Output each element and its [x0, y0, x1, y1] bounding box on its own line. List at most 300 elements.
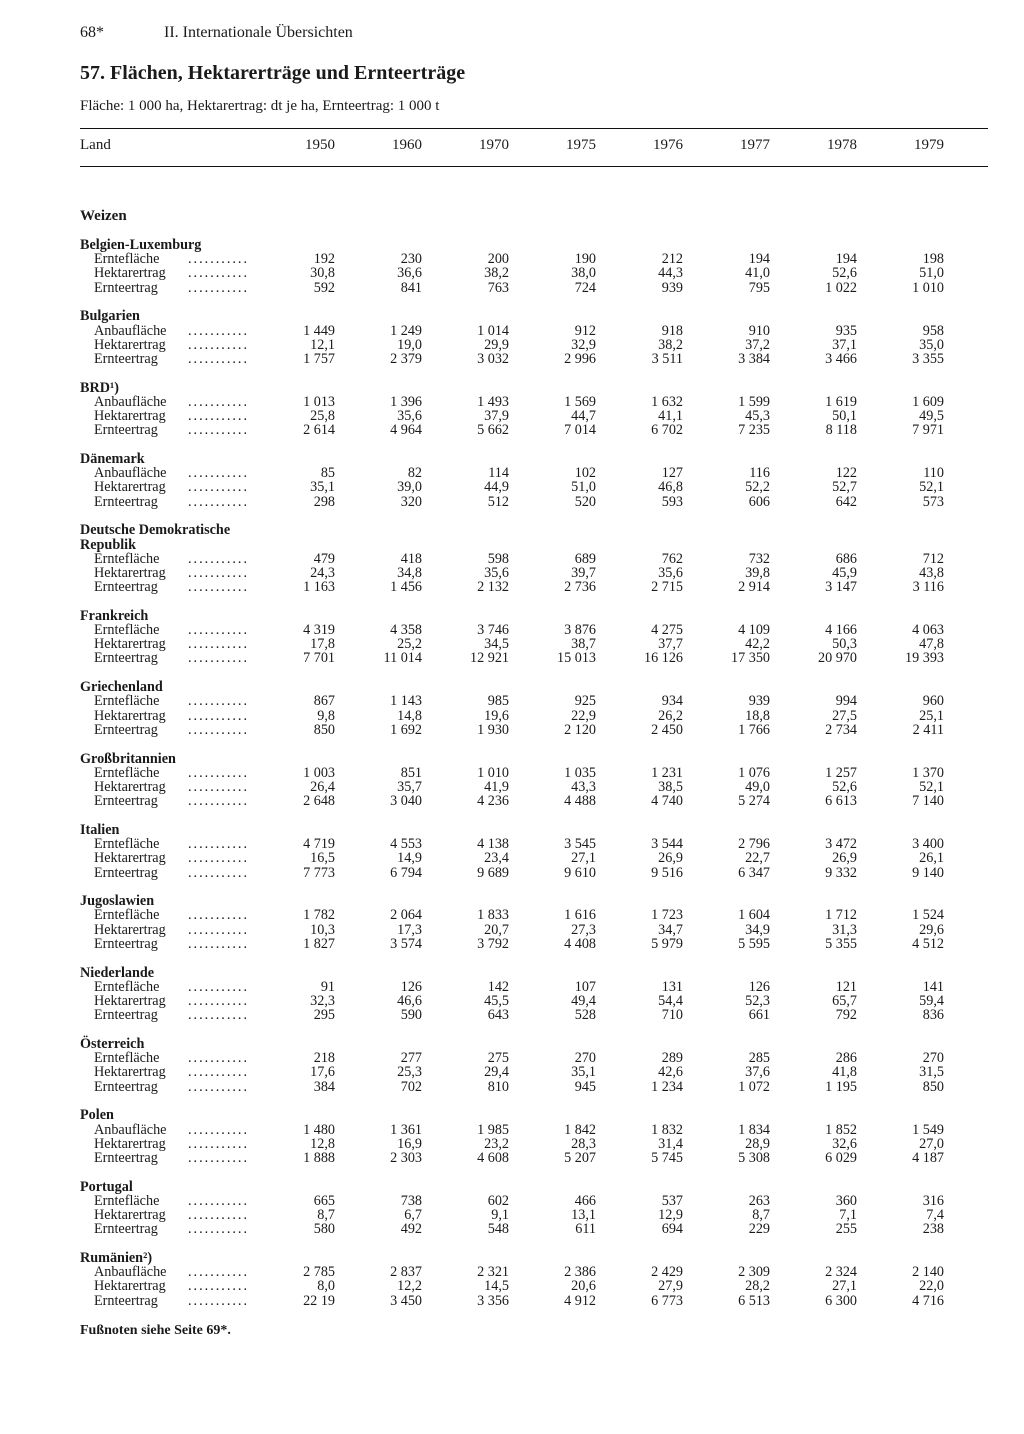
- table-cell: 35,0: [919, 336, 944, 353]
- table-cell: 643: [487, 1007, 509, 1024]
- table-row: [80, 324, 988, 338]
- table-cell: 35,1: [310, 479, 335, 496]
- table-cell: 1 833: [477, 907, 509, 924]
- leader-dots: ...........: [188, 1221, 250, 1238]
- table-cell: 46,8: [658, 479, 683, 496]
- table-cell: 141: [922, 978, 944, 995]
- table-cell: 3 792: [477, 935, 509, 952]
- table-row: [80, 338, 988, 352]
- table-cell: 277: [400, 1050, 422, 1067]
- table-cell: 1 163: [303, 579, 335, 596]
- table-row: [80, 1051, 988, 1065]
- table-cell: 85: [320, 465, 335, 482]
- table-cell: 4 166: [825, 622, 857, 639]
- footnote: Fußnoten siehe Seite 69*.: [80, 1323, 231, 1338]
- table-cell: 34,7: [658, 921, 683, 938]
- table-cell: 1 003: [303, 764, 335, 781]
- table-cell: 17,6: [310, 1064, 335, 1081]
- table-cell: 3 356: [477, 1292, 509, 1309]
- table-cell: 41,0: [745, 265, 770, 282]
- table-cell: 194: [835, 251, 857, 268]
- table-cell: 16 126: [643, 650, 683, 667]
- table-cell: 28,9: [745, 1135, 770, 1152]
- table-cell: 1 766: [738, 721, 770, 738]
- table-cell: 702: [400, 1078, 422, 1095]
- leader-dots: ...........: [188, 764, 250, 781]
- row-label: Ernteertrag: [94, 1078, 158, 1095]
- table-cell: 20,6: [571, 1278, 596, 1295]
- table-cell: 3 147: [825, 579, 857, 596]
- table-row: [80, 566, 988, 580]
- row-label: Hektarertrag: [94, 1135, 166, 1152]
- table-cell: 2 321: [477, 1264, 509, 1281]
- table-cell: 1 076: [738, 764, 770, 781]
- leader-dots: ...........: [188, 707, 250, 724]
- table-cell: 27,3: [571, 921, 596, 938]
- table-cell: 3 032: [477, 350, 509, 367]
- table-cell: 2 796: [738, 836, 770, 853]
- table-cell: 5 979: [651, 935, 683, 952]
- table-title: 57. Flächen, Hektarerträge und Ernteerträge: [80, 62, 466, 84]
- table-cell: 3 876: [564, 622, 596, 639]
- table-cell: 22,0: [919, 1278, 944, 1295]
- table-cell: 37,2: [745, 336, 770, 353]
- row-label: Ernteertrag: [94, 721, 158, 738]
- table-cell: 710: [661, 1007, 683, 1024]
- table-cell: 3 511: [651, 350, 683, 367]
- country-name: Großbritannien: [80, 750, 176, 767]
- table-row: [80, 281, 988, 295]
- table-cell: 732: [748, 550, 770, 567]
- table-cell: 7 773: [303, 864, 335, 881]
- row-label: Hektarertrag: [94, 778, 166, 795]
- table-cell: 6 794: [390, 864, 422, 881]
- table-cell: 2 614: [303, 422, 335, 439]
- table-cell: 1 723: [651, 907, 683, 924]
- table-cell: 792: [835, 1007, 857, 1024]
- table-cell: 9 332: [825, 864, 857, 881]
- table-cell: 1 231: [651, 764, 683, 781]
- table-cell: 985: [487, 693, 509, 710]
- table-row: [80, 937, 988, 951]
- leader-dots: ...........: [188, 836, 250, 853]
- table-cell: 32,3: [310, 993, 335, 1009]
- table-cell: 1 930: [477, 721, 509, 738]
- table-cell: 32,9: [571, 336, 596, 353]
- table-cell: 27,1: [832, 1278, 857, 1295]
- table-cell: 3 450: [390, 1292, 422, 1309]
- table-cell: 1 010: [912, 279, 944, 296]
- table-cell: 2 386: [564, 1264, 596, 1281]
- leader-dots: ...........: [188, 422, 250, 439]
- table-cell: 492: [400, 1221, 422, 1238]
- table-cell: 1 852: [825, 1121, 857, 1138]
- table-cell: 131: [661, 978, 683, 995]
- table-cell: 19 393: [904, 650, 944, 667]
- country-name: Republik: [80, 536, 136, 553]
- table-cell: 10,3: [310, 921, 335, 938]
- table-cell: 4 716: [912, 1292, 944, 1309]
- table-cell: 41,9: [484, 778, 509, 795]
- table-row: [80, 837, 988, 851]
- table-row: [80, 923, 988, 937]
- table-cell: 25,2: [397, 636, 422, 653]
- leader-dots: ...........: [188, 350, 250, 367]
- table-cell: 126: [748, 978, 770, 995]
- table-cell: 35,7: [397, 778, 422, 795]
- table-cell: 41,8: [832, 1064, 857, 1081]
- table-row: [80, 709, 988, 723]
- table-cell: 918: [661, 322, 683, 339]
- table-cell: 4 608: [477, 1149, 509, 1166]
- table-cell: 7 014: [564, 422, 596, 439]
- table-cell: 35,6: [397, 408, 422, 425]
- table-cell: 9 610: [564, 864, 596, 881]
- row-label: Anbaufläche: [94, 465, 167, 482]
- table-row: [80, 1294, 988, 1308]
- row-label: Erntefläche: [94, 693, 160, 710]
- table-cell: 479: [313, 550, 335, 567]
- country-block: [80, 680, 988, 737]
- table-cell: 4 719: [303, 836, 335, 853]
- table-cell: 661: [748, 1007, 770, 1024]
- leader-dots: ...........: [188, 251, 250, 268]
- table-cell: 9,8: [317, 707, 335, 724]
- table-cell: 1 524: [912, 907, 944, 924]
- table-cell: 39,0: [397, 479, 422, 496]
- leader-dots: ...........: [188, 493, 250, 510]
- table-cell: 2 648: [303, 793, 335, 810]
- table-cell: 17,8: [310, 636, 335, 653]
- column-header-year: 1977: [740, 137, 770, 153]
- table-cell: 1 249: [390, 322, 422, 339]
- leader-dots: ...........: [188, 850, 250, 867]
- column-header-year: 1950: [305, 137, 335, 153]
- leader-dots: ...........: [188, 1064, 250, 1081]
- table-cell: 1 834: [738, 1121, 770, 1138]
- table-cell: 20,7: [484, 921, 509, 938]
- table-cell: 37,9: [484, 408, 509, 425]
- table-cell: 52,1: [919, 479, 944, 496]
- leader-dots: ...........: [188, 636, 250, 653]
- country-name: Dänemark: [80, 451, 145, 468]
- leader-dots: ...........: [188, 1050, 250, 1067]
- table-cell: 27,5: [832, 707, 857, 724]
- leader-dots: ...........: [188, 1078, 250, 1095]
- leader-dots: ...........: [188, 778, 250, 795]
- table-cell: 107: [574, 978, 596, 995]
- table-cell: 939: [661, 279, 683, 296]
- row-label: Erntefläche: [94, 978, 160, 995]
- table-row: [80, 1151, 988, 1165]
- table-cell: 289: [661, 1050, 683, 1067]
- table-cell: 2 837: [390, 1264, 422, 1281]
- table-cell: 22,9: [571, 707, 596, 724]
- table-body: [80, 238, 988, 1322]
- table-cell: 298: [313, 493, 335, 510]
- table-cell: 22 19: [303, 1292, 335, 1309]
- table-cell: 8 118: [825, 422, 857, 439]
- row-label: Hektarertrag: [94, 850, 166, 867]
- table-cell: 31,3: [832, 921, 857, 938]
- table-cell: 38,5: [658, 778, 683, 795]
- table-cell: 255: [835, 1221, 857, 1238]
- table-cell: 945: [574, 1078, 596, 1095]
- table-cell: 694: [661, 1221, 683, 1238]
- leader-dots: ...........: [188, 1121, 250, 1138]
- table-row: [80, 1065, 988, 1079]
- table-cell: 3 545: [564, 836, 596, 853]
- table-cell: 38,2: [658, 336, 683, 353]
- table-cell: 3 116: [912, 579, 944, 596]
- table-cell: 45,3: [745, 408, 770, 425]
- table-cell: 1 599: [738, 393, 770, 410]
- table-cell: 1 827: [303, 935, 335, 952]
- table-cell: 7,1: [839, 1207, 857, 1224]
- table-cell: 4 964: [390, 422, 422, 439]
- leader-dots: ...........: [188, 479, 250, 496]
- table-cell: 54,4: [658, 993, 683, 1009]
- table-cell: 212: [661, 251, 683, 268]
- table-cell: 39,8: [745, 564, 770, 581]
- row-label: Hektarertrag: [94, 479, 166, 496]
- table-cell: 1 609: [912, 393, 944, 410]
- column-header-year: 1979: [914, 137, 944, 153]
- leader-dots: ...........: [188, 336, 250, 353]
- table-cell: 49,0: [745, 778, 770, 795]
- table-cell: 1 234: [651, 1078, 683, 1095]
- table-cell: 1 832: [651, 1121, 683, 1138]
- table-row: [80, 409, 988, 423]
- table-cell: 960: [922, 693, 944, 710]
- table-cell: 24,3: [310, 564, 335, 581]
- row-label: Ernteertrag: [94, 935, 158, 952]
- table-cell: 263: [748, 1192, 770, 1209]
- table-row: [80, 1008, 988, 1022]
- leader-dots: ...........: [188, 465, 250, 482]
- column-header-year: 1975: [566, 137, 596, 153]
- table-cell: 46,6: [397, 993, 422, 1009]
- country-block: [80, 823, 988, 880]
- table-cell: 5 308: [738, 1149, 770, 1166]
- country-name: Frankreich: [80, 607, 149, 624]
- table-cell: 2 064: [390, 907, 422, 924]
- table-cell: 2 734: [825, 721, 857, 738]
- country-name: Griechenland: [80, 679, 163, 696]
- row-label: Hektarertrag: [94, 564, 166, 581]
- table-cell: 12,1: [310, 336, 335, 353]
- table-cell: 1 195: [825, 1078, 857, 1095]
- table-cell: 50,1: [832, 408, 857, 425]
- table-cell: 23,2: [484, 1135, 509, 1152]
- table-cell: 51,0: [571, 479, 596, 496]
- table-cell: 316: [922, 1192, 944, 1209]
- page-number: 68*: [80, 24, 104, 41]
- table-cell: 4 063: [912, 622, 944, 639]
- table-cell: 1 035: [564, 764, 596, 781]
- table-cell: 198: [922, 251, 944, 268]
- table-cell: 762: [661, 550, 683, 567]
- table-cell: 6 773: [651, 1292, 683, 1309]
- table-cell: 1 616: [564, 907, 596, 924]
- table-cell: 32,6: [832, 1135, 857, 1152]
- row-label: Hektarertrag: [94, 1207, 166, 1224]
- table-cell: 270: [574, 1050, 596, 1067]
- section-title: Weizen: [80, 208, 127, 224]
- table-cell: 867: [313, 693, 335, 710]
- table-cell: 275: [487, 1050, 509, 1067]
- leader-dots: ...........: [188, 978, 250, 995]
- top-rule: [80, 128, 988, 129]
- row-label: Hektarertrag: [94, 993, 166, 1009]
- table-cell: 2 379: [390, 350, 422, 367]
- table-cell: 384: [313, 1078, 335, 1095]
- table-cell: 810: [487, 1078, 509, 1095]
- table-cell: 34,8: [397, 564, 422, 581]
- table-cell: 11 014: [383, 650, 422, 667]
- table-row: [80, 851, 988, 865]
- table-cell: 4 912: [564, 1292, 596, 1309]
- table-cell: 7 235: [738, 422, 770, 439]
- table-cell: 2 450: [651, 721, 683, 738]
- table-cell: 42,2: [745, 636, 770, 653]
- table-cell: 52,6: [832, 778, 857, 795]
- table-cell: 7 701: [303, 650, 335, 667]
- country-name: BRD¹): [80, 379, 119, 396]
- table-cell: 360: [835, 1192, 857, 1209]
- table-cell: 43,8: [919, 564, 944, 581]
- table-cell: 1 569: [564, 393, 596, 410]
- row-label: Anbaufläche: [94, 393, 167, 410]
- row-label: Ernteertrag: [94, 422, 158, 439]
- table-cell: 52,2: [745, 479, 770, 496]
- row-label: Erntefläche: [94, 550, 160, 567]
- table-row: [80, 1194, 988, 1208]
- country-name: Rumänien²): [80, 1250, 153, 1266]
- table-cell: 1 985: [477, 1121, 509, 1138]
- table-cell: 6 029: [825, 1149, 857, 1166]
- table-cell: 47,8: [919, 636, 944, 653]
- row-label: Hektarertrag: [94, 1064, 166, 1081]
- table-cell: 935: [835, 322, 857, 339]
- table-cell: 3 544: [651, 836, 683, 853]
- table-cell: 2 120: [564, 721, 596, 738]
- table-cell: 548: [487, 1221, 509, 1238]
- table-cell: 1 370: [912, 764, 944, 781]
- row-label: Erntefläche: [94, 1192, 160, 1209]
- table-cell: 43,3: [571, 778, 596, 795]
- table-cell: 31,4: [658, 1135, 683, 1152]
- table-cell: 12 921: [469, 650, 509, 667]
- leader-dots: ...........: [188, 265, 250, 282]
- table-cell: 44,3: [658, 265, 683, 282]
- table-cell: 110: [923, 465, 944, 482]
- leader-dots: ...........: [188, 1264, 250, 1281]
- country-block: [80, 752, 988, 809]
- country-name: Niederlande: [80, 964, 155, 981]
- row-label: Hektarertrag: [94, 707, 166, 724]
- leader-dots: ...........: [188, 622, 250, 639]
- row-label: Ernteertrag: [94, 579, 158, 596]
- table-cell: 44,9: [484, 479, 509, 496]
- country-block: [80, 381, 988, 438]
- table-cell: 5 355: [825, 935, 857, 952]
- table-cell: 286: [835, 1050, 857, 1067]
- table-cell: 2 140: [912, 1264, 944, 1281]
- table-cell: 712: [922, 550, 944, 567]
- table-cell: 102: [574, 465, 596, 482]
- header-rule: [80, 166, 988, 167]
- row-label: Ernteertrag: [94, 493, 158, 510]
- table-row: [80, 395, 988, 409]
- table-cell: 537: [661, 1192, 683, 1209]
- country-name: Deutsche Demokratische: [80, 522, 231, 539]
- leader-dots: ...........: [188, 907, 250, 924]
- table-cell: 25,1: [919, 707, 944, 724]
- table-row: [80, 994, 988, 1008]
- table-row: [80, 908, 988, 922]
- table-cell: 2 411: [912, 721, 944, 738]
- leader-dots: ...........: [188, 650, 250, 667]
- table-cell: 6 513: [738, 1292, 770, 1309]
- row-label: Anbaufläche: [94, 322, 167, 339]
- table-cell: 200: [487, 251, 509, 268]
- table-cell: 52,7: [832, 479, 857, 496]
- table-row: [80, 423, 988, 437]
- table-cell: 2 736: [564, 579, 596, 596]
- row-label: Erntefläche: [94, 907, 160, 924]
- leader-dots: ...........: [188, 1292, 250, 1309]
- table-cell: 19,6: [484, 707, 509, 724]
- leader-dots: ...........: [188, 1192, 250, 1209]
- row-label: Hektarertrag: [94, 1278, 166, 1295]
- table-cell: 2 715: [651, 579, 683, 596]
- table-row: [80, 1279, 988, 1293]
- leader-dots: ...........: [188, 921, 250, 938]
- table-cell: 25,8: [310, 408, 335, 425]
- table-row: [80, 794, 988, 808]
- table-cell: 528: [574, 1007, 596, 1024]
- table-cell: 4 236: [477, 793, 509, 810]
- table-cell: 35,6: [658, 564, 683, 581]
- table-cell: 851: [400, 764, 422, 781]
- table-cell: 590: [400, 1007, 422, 1024]
- table-cell: 5 207: [564, 1149, 596, 1166]
- table-cell: 763: [487, 279, 509, 296]
- table-cell: 3 472: [825, 836, 857, 853]
- table-cell: 4 138: [477, 836, 509, 853]
- table-cell: 59,4: [919, 993, 944, 1009]
- table-cell: 295: [313, 1007, 335, 1024]
- table-cell: 910: [748, 322, 770, 339]
- table-cell: 7 140: [912, 793, 944, 810]
- table-cell: 122: [835, 465, 857, 482]
- table-cell: 285: [748, 1050, 770, 1067]
- row-label: Hektarertrag: [94, 265, 166, 282]
- table-cell: 2 785: [303, 1264, 335, 1281]
- table-cell: 592: [313, 279, 335, 296]
- table-cell: 795: [748, 279, 770, 296]
- table-cell: 13,1: [571, 1207, 596, 1224]
- table-cell: 3 466: [825, 350, 857, 367]
- country-block: [80, 523, 988, 594]
- table-cell: 30,8: [310, 265, 335, 282]
- row-label: Ernteertrag: [94, 279, 158, 296]
- table-cell: 2 132: [477, 579, 509, 596]
- table-row: [80, 766, 988, 780]
- table-cell: 194: [748, 251, 770, 268]
- row-label: Ernteertrag: [94, 793, 158, 810]
